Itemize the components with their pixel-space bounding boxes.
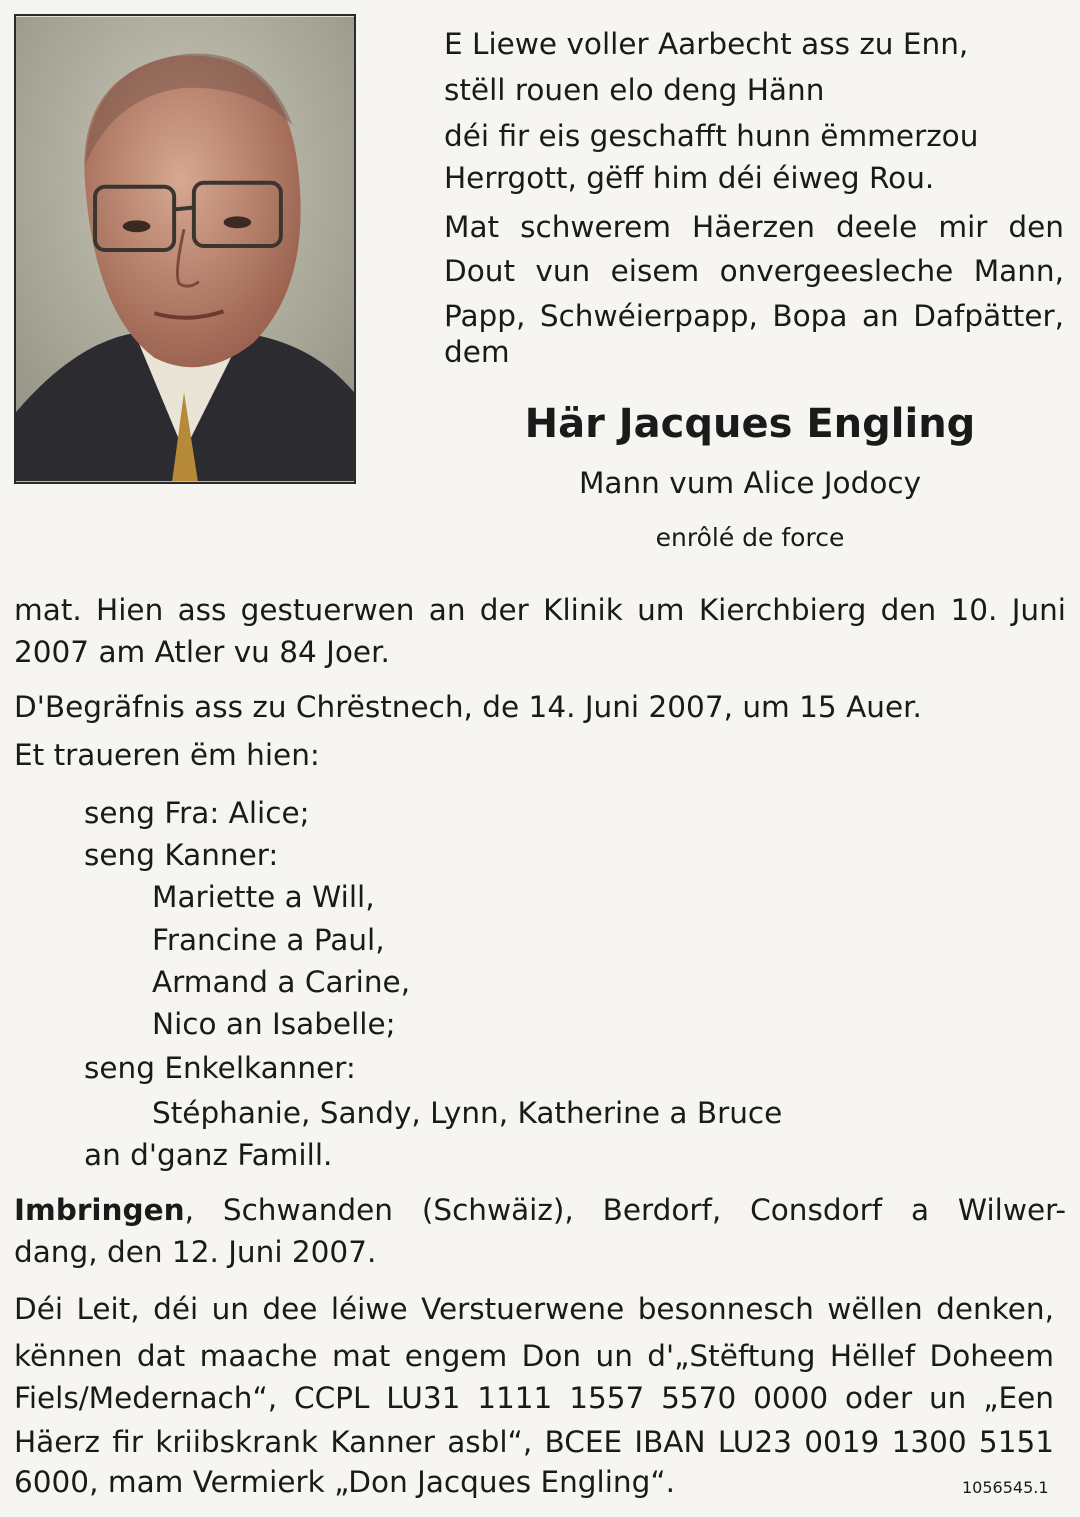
intro-line: Dout vun eisem onvergeesleche Mann, [444, 254, 1064, 288]
reference-number: 1056545.1 [962, 1478, 1049, 1497]
poem-line: déi fir eis geschafft hunn ëmmerzou [444, 119, 979, 153]
grandchildren-line: Stéphanie, Sandy, Lynn, Katherine a Bruce [152, 1096, 783, 1130]
places-rest: , Schwanden (Schwäiz), Berdorf, Consdorf a Wilwer- [184, 1193, 1066, 1227]
places-line2: dang, den 12. Juni 2007. [14, 1235, 377, 1269]
poem-line: Herrgott, gëff him déi éiweg Rou. [444, 161, 935, 195]
places-bold: Imbringen [14, 1193, 185, 1227]
places-line [14, 1192, 1066, 1228]
funeral-line: D'Begräfnis ass zu Chrëstnech, de 14. Juni 2007, um 15 Auer. [14, 690, 922, 724]
poem-line: E Liewe voller Aarbecht ass zu Enn, [444, 27, 969, 61]
intro-line: Mat schwerem Häerzen deele mir den [444, 210, 1064, 244]
deceased-name: Här Jacques Engling [524, 401, 976, 447]
portrait-image [16, 16, 354, 482]
donation-line: Déi Leit, déi un dee léiwe Verstuerwene besonnesch wëllen denken, [14, 1292, 1054, 1326]
spouse-line: Mann vum Alice Jodocy [578, 466, 922, 500]
donation-line: Häerz fir kriibskrank Kanner asbl“, BCEE IBAN LU23 0019 1300 5151 [14, 1425, 1054, 1459]
child-line: Armand a Carine, [152, 965, 411, 999]
donation-line: 6000, mam Vermierk „Don Jacques Engling“. [14, 1465, 675, 1499]
death-line: mat. Hien ass gestuerwen an der Klinik um Kierchbierg den 10. Juni [14, 593, 1066, 627]
family-line: an d'ganz Famill. [84, 1138, 333, 1172]
death-line: 2007 am Atler vu 84 Joer. [14, 635, 390, 669]
mourners-intro: Et traueren ëm hien: [14, 738, 320, 772]
child-line: Francine a Paul, [152, 923, 385, 957]
grandchildren-label: seng Enkelkanner: [84, 1051, 356, 1085]
donation-line: Fiels/Medernach“, CCPL LU31 1111 1557 5570 0000 oder un „Een [14, 1381, 1054, 1415]
children-label: seng Kanner: [84, 838, 279, 872]
intro-line: dem [444, 335, 510, 369]
child-line: Nico an Isabelle; [152, 1007, 396, 1041]
donation-line: kënnen dat maache mat engem Don un d'„Stëftung Hëllef Doheem [14, 1339, 1054, 1373]
child-line: Mariette a Will, [152, 880, 375, 914]
portrait-photo [14, 14, 356, 484]
wife-line: seng Fra: Alice; [84, 796, 310, 830]
intro-line: Papp, Schwéierpapp, Bopa an Dafpätter, [444, 299, 1064, 333]
status-line: enrôlé de force [655, 523, 845, 552]
poem-line: stëll rouen elo deng Hänn [444, 73, 825, 107]
